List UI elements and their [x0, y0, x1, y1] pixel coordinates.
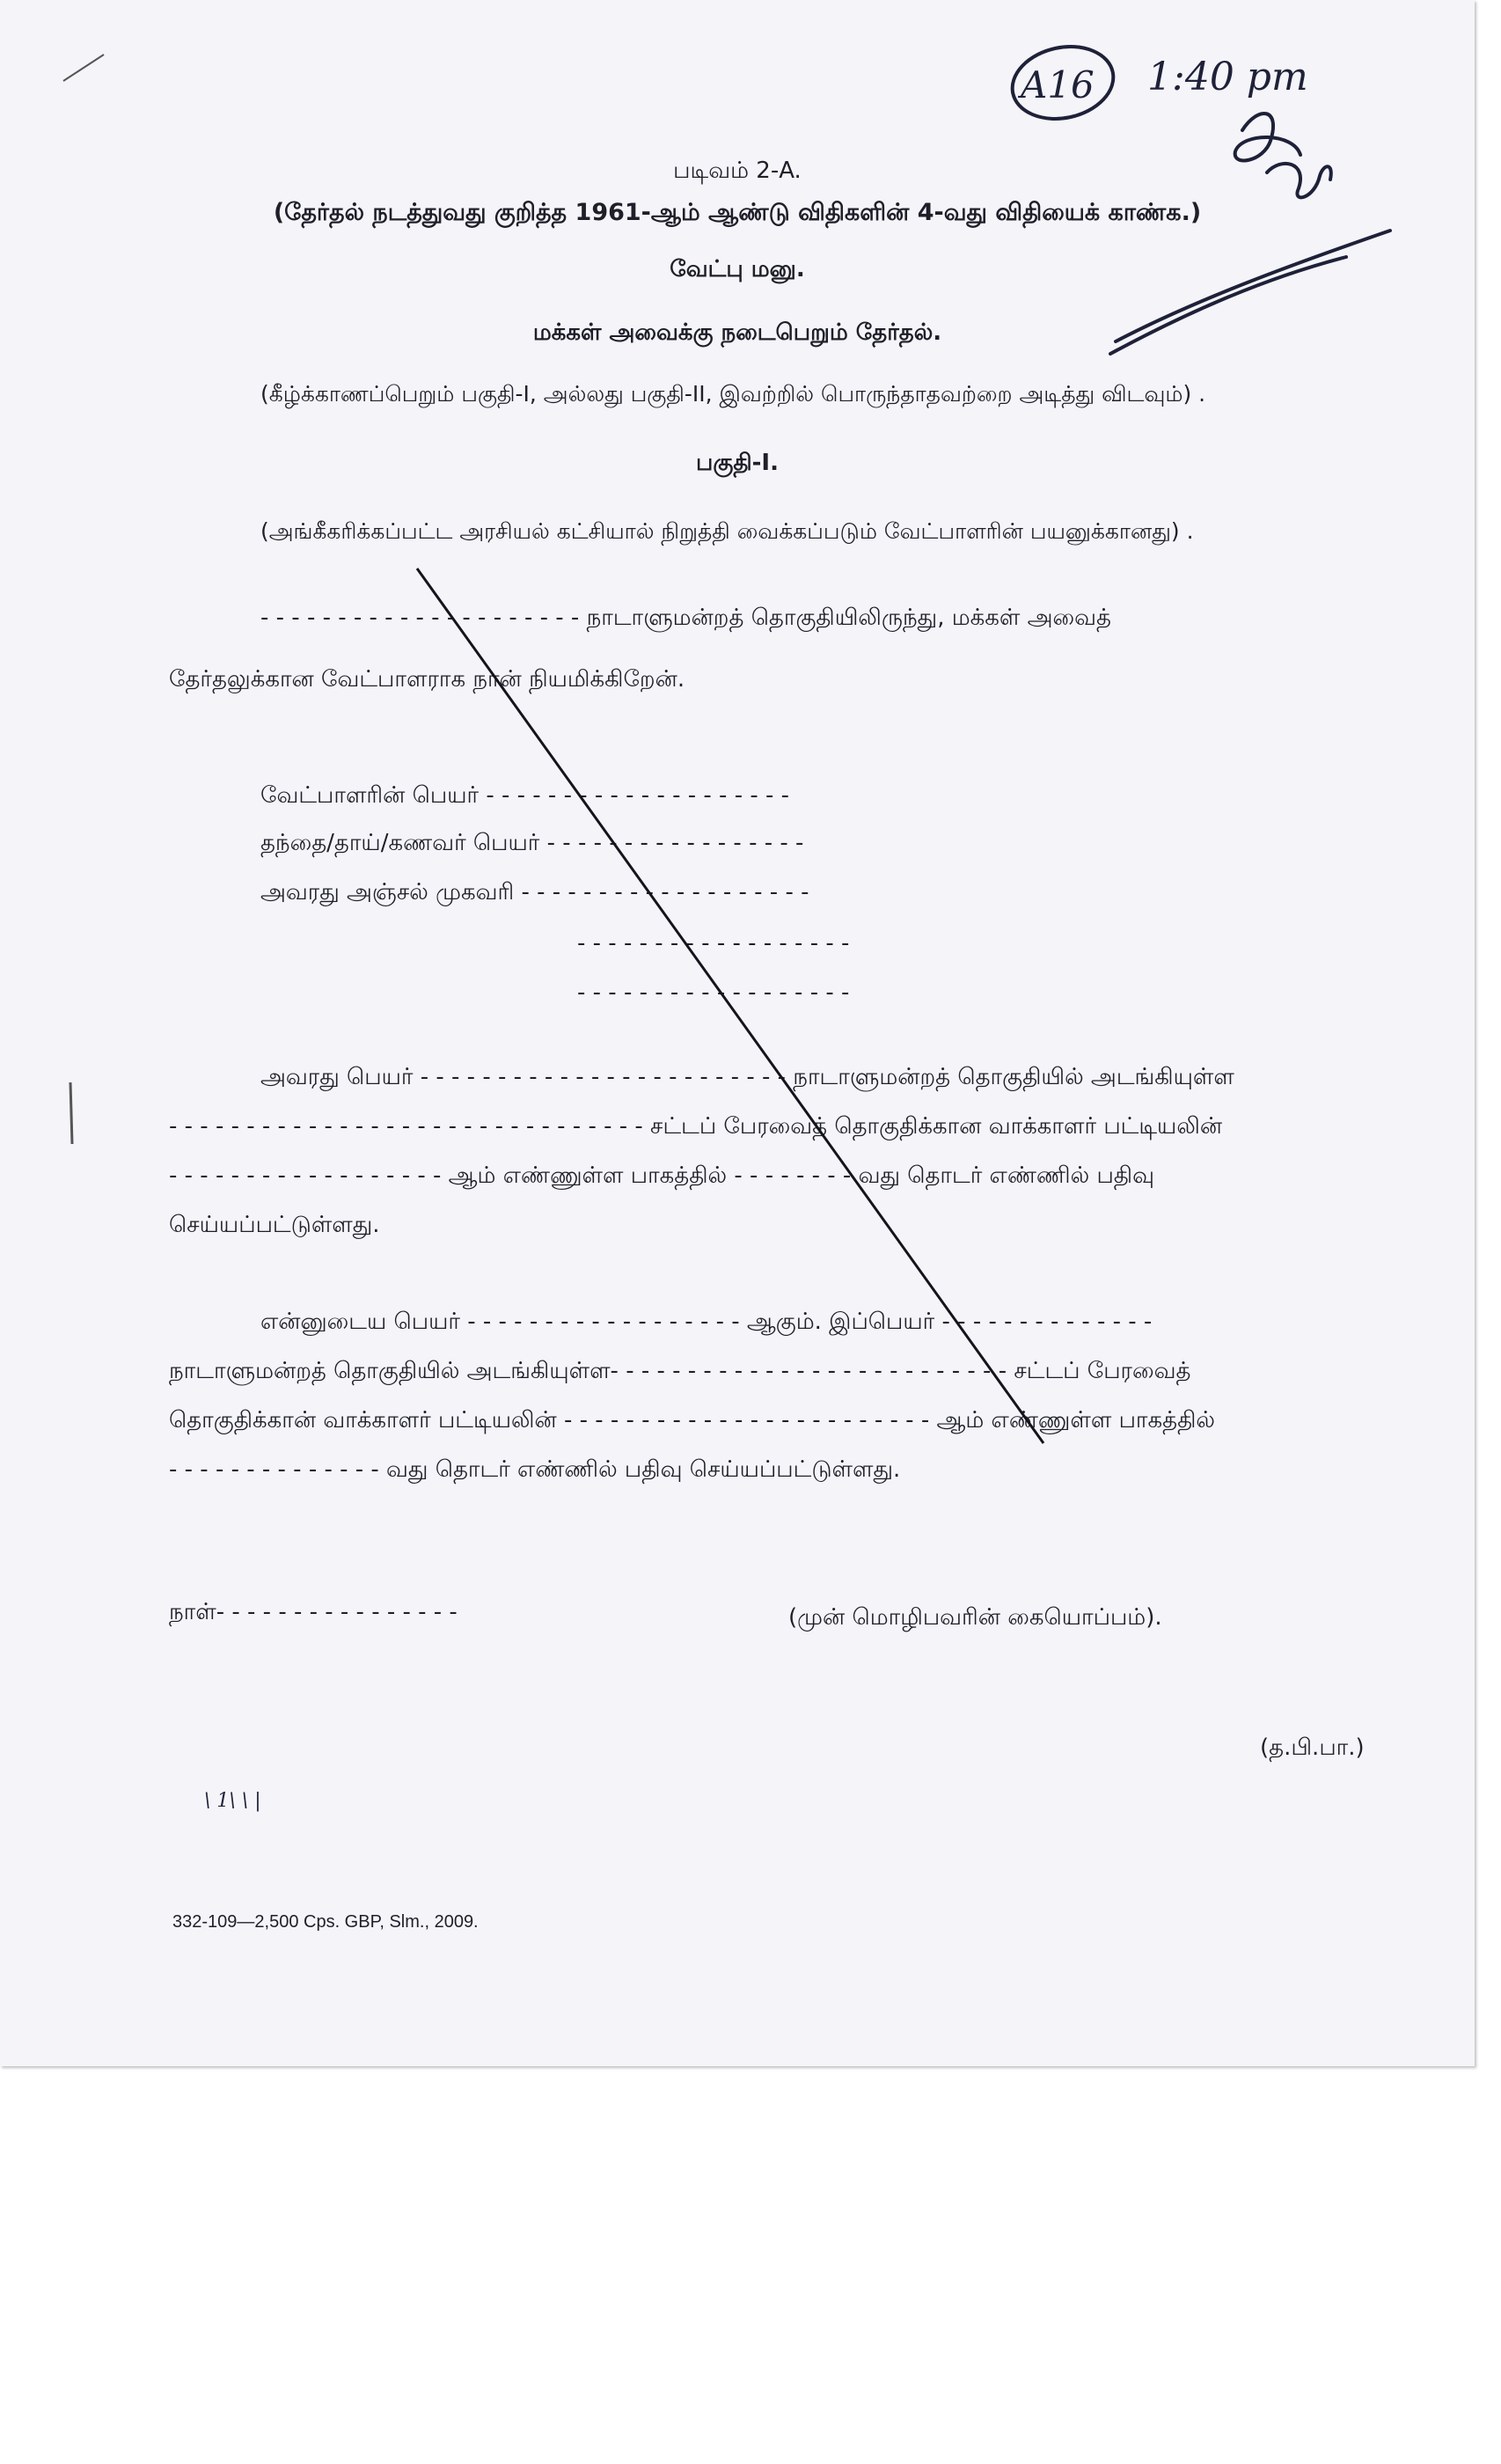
signature-scrawl	[1235, 114, 1331, 197]
electoral-roll-line-3: - - - - - - - - - - - - - - - - - - ஆம் எண்ணுள்ள பாகத்தில் - - - - - - - - வது தொடர் எண்ணில் பதிவு	[169, 1162, 1154, 1189]
margin-scribble: \ 1\ \ |	[204, 1790, 261, 1812]
proposer-line-1: என்னுடைய பெயர் - - - - - - - - - - - - - - - - - - ஆகும். இப்பெயர் - - - - - - - - - - - - - -	[260, 1309, 1153, 1335]
parent-name-field: தந்தை/தாய்/கணவர் பெயர் - - - - - - - - - - - - - - - - -	[260, 830, 804, 856]
circled-code: A16	[1021, 63, 1095, 106]
print-footer: 332-109—2,500 Cps. GBP, Slm., 2009.	[172, 1912, 479, 1932]
code-circle-mark	[1006, 38, 1120, 128]
handwritten-time: 1:40 pm	[1147, 55, 1308, 99]
pen-stroke-mark	[1110, 231, 1390, 354]
nomination-line-1: - - - - - - - - - - - - - - - - - - - - - நாடாளுமன்றத் தொகுதியிலிருந்து, மக்கள் அவைத்	[260, 605, 1111, 631]
proposer-line-3: தொகுதிக்கான் வாக்காளர் பட்டியலின் - - - - - - - - - - - - - - - - - - - - - - - - ஆம் எண்ணுள்ள பாகத்தில்	[169, 1407, 1215, 1434]
rule-reference: (தேர்தல் நடத்துவது குறித்த 1961-ஆம் ஆண்டு விதிகளின் 4-வது விதியைக் காண்க.)	[273, 199, 1202, 226]
instruction-text: (கீழ்க்காணப்பெறும் பகுதி-I, அல்லது பகுதி-II, இவற்றில் பொருந்தாதவற்றை அடித்து விடவும்) .	[260, 381, 1206, 407]
electoral-roll-line-1: அவரது பெயர் - - - - - - - - - - - - - - - - - - - - - - - - நாடாளுமன்றத் தொகுதியில் அடங்கியுள்ள	[260, 1064, 1234, 1090]
part-note: (அங்கீகரிக்கப்பட்ட அரசியல் கட்சியால் நிறுத்தி வைக்கப்படும் வேட்பாளரின் பயனுக்கானது) .	[260, 518, 1194, 544]
address-line-2: - - - - - - - - - - - - - - - - - -	[577, 930, 850, 957]
proposer-line-4: - - - - - - - - - - - - - - வது தொடர் எண்ணில் பதிவு செய்யப்பட்டுள்ளது.	[169, 1456, 901, 1483]
nomination-line-2: தேர்தலுக்கான வேட்பாளராக நான் நியமிக்கிறேன்.	[169, 666, 685, 693]
election-heading: மக்கள் அவைக்கு நடைபெறும் தேர்தல்.	[532, 319, 942, 346]
corner-mark	[63, 55, 104, 81]
initials-label: (த.பி.பா.)	[1260, 1734, 1365, 1761]
strike-through-line	[417, 568, 1043, 1443]
address-line-3: - - - - - - - - - - - - - - - - - -	[577, 979, 850, 1006]
address-field: அவரது அஞ்சல் முகவரி - - - - - - - - - - - - - - - - - - -	[260, 879, 809, 906]
proposer-line-2: நாடாளுமன்றத் தொகுதியில் அடங்கியுள்ள- - - - - - - - - - - - - - - - - - - - - - - - - - சட்டப் பேரவைத்	[169, 1358, 1191, 1384]
form-title: படிவம் 2-A.	[673, 158, 802, 184]
form-subtitle: வேட்பு மனு.	[670, 256, 805, 282]
electoral-roll-line-4: செய்யப்பட்டுள்ளது.	[169, 1212, 380, 1238]
date-field: நாள்- - - - - - - - - - - - - - - -	[169, 1599, 458, 1625]
electoral-roll-line-2: - - - - - - - - - - - - - - - - - - - - - - - - - - - - - - - சட்டப் பேரவைத் தொகுதிக்கான வாக்காளர் பட்டியலின்	[169, 1113, 1223, 1140]
candidate-name-field: வேட்பாளரின் பெயர் - - - - - - - - - - - - - - - - - - - -	[260, 782, 790, 809]
signature-label: (முன் மொழிபவரின் கையொப்பம்).	[788, 1604, 1162, 1631]
part-heading: பகுதி-I.	[696, 450, 779, 476]
margin-mark	[70, 1082, 72, 1144]
